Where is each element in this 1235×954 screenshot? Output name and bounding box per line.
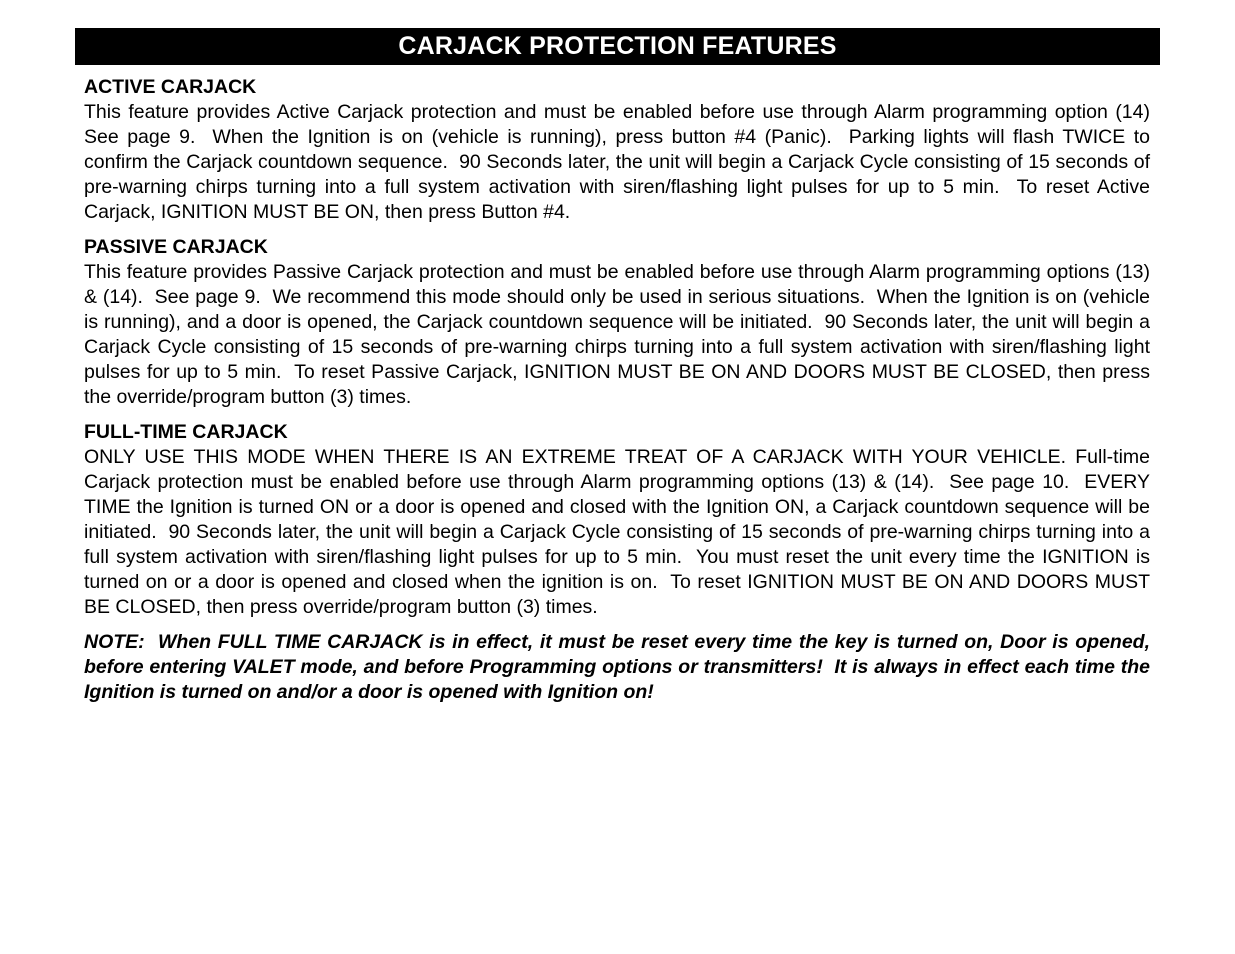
section-heading: FULL-TIME CARJACK [84, 421, 288, 443]
section-body: This feature provides Passive Carjack protection and must be enabled before use through Alarm programming options (13) & (14). See page 9. We recommend this mode should only be used in serious situations. When the Ignition is on (vehicle is running), and a door is opened, the Carjack countdown sequence will be initiated. 90 Seconds later, the unit will begin a Carjack Cycle consisting of 15 seconds of pre-warning chirps turning into a full system activation with siren/flashing light pulses for up to 5 min. To reset Passive Carjack, IGNITION MUST BE ON AND DOORS MUST BE CLOSED, then press the override/program button (3) times. [84, 261, 1156, 408]
section-full-time-carjack [84, 420, 1156, 620]
note-block [84, 630, 1156, 705]
note-text: NOTE: When FULL TIME CARJACK is in effect, it must be reset every time the key is turned on, Door is opened, before entering VALET mode, and before Programming options or transmitters! It is always in effect each time the Ignition is turned on and/or a door is opened with Ignition on! [84, 631, 1156, 703]
section-body: This feature provides Active Carjack protection and must be enabled before use through Alarm programming option (14) See page 9. When the Ignition is on (vehicle is running), press button #4 (Panic). Parking lights will flash TWICE to confirm the Carjack countdown sequence. 90 Seconds later, the unit will begin a Carjack Cycle consisting of 15 seconds of pre-warning chirps turning into a full system activation with siren/flashing light pulses for up to 5 min. To reset Active Carjack, IGNITION MUST BE ON, then press Button #4. [84, 101, 1161, 223]
section-passive-carjack [84, 235, 1156, 410]
page-title: CARJACK PROTECTION FEATURES [398, 32, 837, 60]
document-content [84, 75, 1161, 715]
section-heading: ACTIVE CARJACK [84, 76, 257, 98]
section-active-carjack [84, 75, 1161, 225]
section-body: ONLY USE THIS MODE WHEN THERE IS AN EXTREME TREAT OF A CARJACK WITH YOUR VEHICLE. Full-time Carjack protection must be enabled before use through Alarm programming options (13) & (14). See page 10. EVERY TIME the Ignition is turned ON or a door is opened and closed with the Ignition ON, a Carjack countdown sequence will be initiated. 90 Seconds later, the unit will begin a Carjack Cycle consisting of 15 seconds of pre-warning chirps turning into a full system activation with siren/flashing light pulses for up to 5 min. You must reset the unit every time the IGNITION is turned on or a door is opened and closed when the ignition is on. To reset IGNITION MUST BE ON AND DOORS MUST BE CLOSED, then press override/program button (3) times. [84, 446, 1156, 618]
section-heading: PASSIVE CARJACK [84, 236, 268, 258]
page-title-bar [75, 28, 1160, 65]
